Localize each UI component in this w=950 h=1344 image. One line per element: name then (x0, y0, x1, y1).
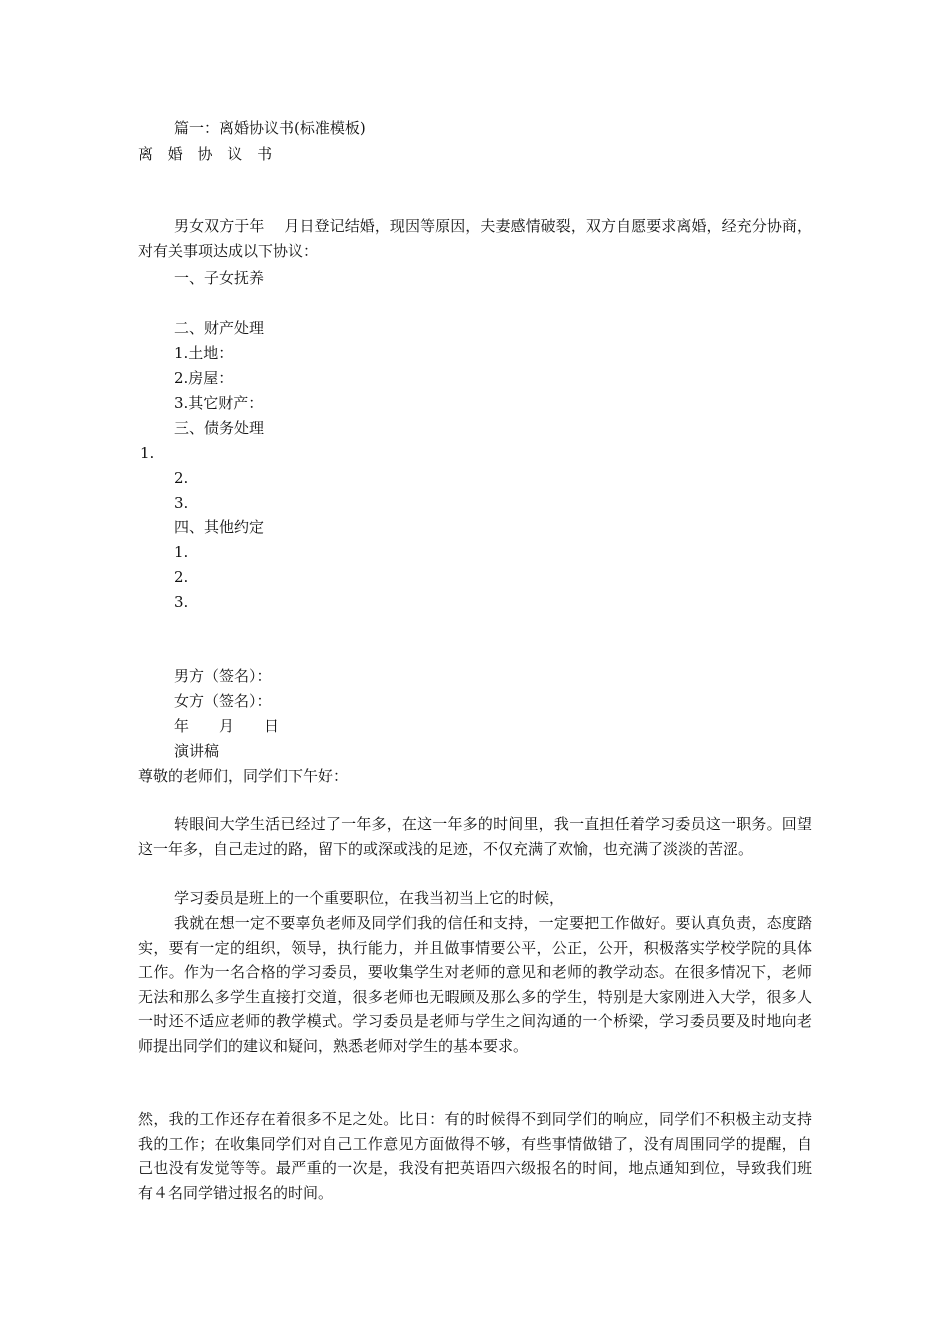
signature-female: 女方（签名）： (174, 692, 272, 710)
speech-paragraph: 然，我的工作还存在着很多不足之处。比日：有的时候得不到同学们的响应，同学们不积极主动支持我的工作；在收集同学们对自己工作意见方面做得不够，有些事情做错了，没有周围同学的提醒，自己也没有发觉等等。最严重的一次是，我没有把英语四六级报名的时间，地点通知到位，导致我们班有４名同学错过报名的时间。 (138, 1110, 812, 1202)
speech-greeting: 尊敬的老师们，同学们下午好： (138, 767, 349, 785)
signature-male: 男方（签名）： (174, 667, 272, 685)
speech-paragraph: 我就在想一定不要辜负老师及同学们我的信任和支持，一定要把工作做好。要认真负责，态度踏实，要有一定的组织，领导，执行能力，并且做事情要公平，公正，公开，积极落实学校学院的具体工作。作为一名合格的学习委员，要收集学生对老师的意见和老师的教学动态。在很多情况下，老师无法和那么多学生直接打交道，很多老师也无暇顾及那么多的学生，特别是大家刚进入大学，很多人一时还不适应老师的教学模式。学习委员是老师与学生之间沟通的一个桥梁，学习委员要及时地向老师提出同学们的建议和疑问，熟悉老师对学生的基本要求。 (138, 914, 812, 1055)
speech-paragraph: 转眼间大学生活已经过了一年多，在这一年多的时间里，我一直担任着学习委员这一职务。回望这一年多，自己走过的路，留下的或深或浅的足迹，不仅充满了欢愉，也充满了淡淡的苦涩。 (138, 815, 812, 858)
agreement-title: 离 婚 协 议 书 (138, 145, 278, 163)
other-item: 2. (174, 568, 189, 586)
section-debt: 三、债务处理 (174, 419, 265, 437)
section-property: 二、财产处理 (174, 319, 265, 337)
section-children: 一、子女抚养 (174, 269, 265, 287)
other-item: 1. (174, 543, 189, 561)
signature-date: 年 月 日 (174, 717, 280, 735)
property-item: 3.其它财产： (174, 394, 264, 412)
speech-paragraph: 学习委员是班上的一个重要职位，在我当初当上它的时候， (174, 889, 565, 907)
speech-label: 演讲稿 (174, 742, 220, 760)
property-item: 2.房屋： (174, 369, 234, 387)
document-heading: 篇一：离婚协议书(标准模板) (174, 119, 366, 137)
other-item: 3. (174, 593, 189, 611)
property-item: 1.土地： (174, 344, 234, 362)
debt-item: 2. (174, 469, 189, 487)
section-other: 四、其他约定 (174, 518, 265, 536)
debt-item: 3. (174, 494, 189, 512)
agreement-intro: 男女双方于年 月日登记结婚，现因等原因，夫妻感情破裂，双方自愿要求离婚，经充分协商，对有关事项达成以下协议： (138, 217, 812, 260)
debt-item: 1. (140, 444, 155, 462)
